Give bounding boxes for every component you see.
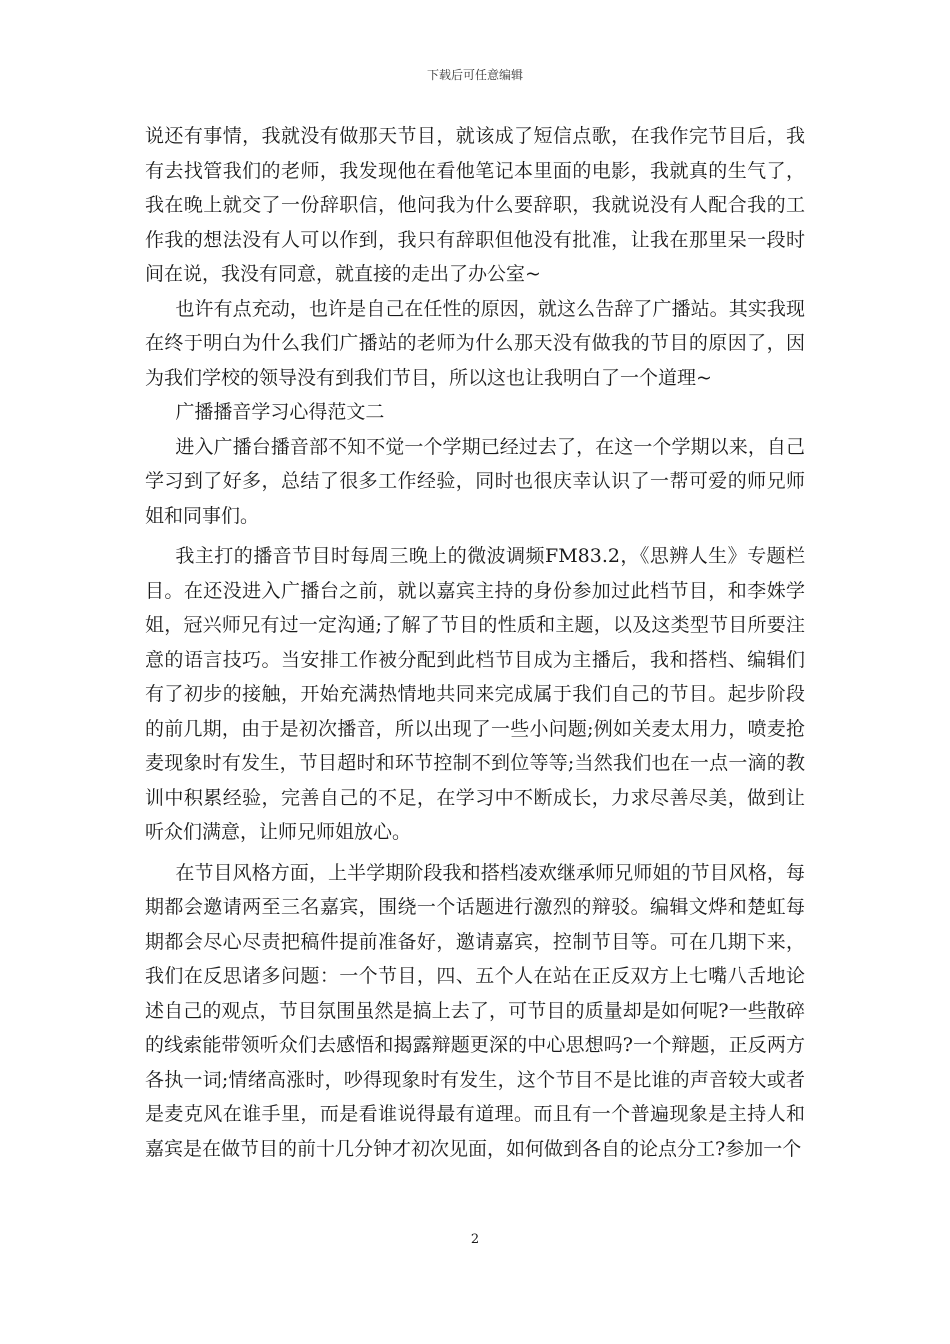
page-header: 下载后可任意编辑: [426, 68, 523, 82]
document-body: [145, 119, 805, 1166]
paragraph: 我主打的播音节目时每周三晚上的微波调频FM83.2，《思辨人生》专题栏目。在还没进入广播台之前，就以嘉宾主持的身份参加过此档节目，和李姝学姐，冠兴师兄有过一定沟通;了解了节目的性质和主题，以及这类型节目所要注意的语言技巧。当安排工作被分配到此档节目成为主播后，我和搭档、编辑们有了初步的接触，开始充满热情地共同来完成属于我们自己的节目。起步阶段的前几期，由于是初次播音，所以出现了一些小问题;例如关麦太用力，喷麦抢麦现象时有发生，节目超时和环节控制不到位等等;当然我们也在一点一滴的教训中积累经验，完善自己的不足，在学习中不断成长，力求尽善尽美，做到让听众们满意，让师兄师姐放心。: [145, 545, 805, 843]
paragraph-continuation: 说还有事情，我就没有做那天节目，就该成了短信点歌，在我作完节目后，我有去找管我们的老师，我发现他在看他笔记本里面的电影，我就真的生气了，我在晚上就交了一份辞职信，他问我为什么要辞职，我就说没有人配合我的工作我的想法没有人可以作到，我只有辞职但他没有批准，让我在那里呆一段时间在说，我没有同意，就直接的走出了办公室~: [145, 125, 805, 285]
paragraph: 在节目风格方面，上半学期阶段我和搭档凌欢继承师兄师姐的节目风格，每期都会邀请两至三名嘉宾，围绕一个话题进行激烈的辩驳。编辑文烨和楚虹每期都会尽心尽责把稿件提前准备好，邀请嘉宾，控制节目等。可在几期下来，我们在反思诸多问题：一个节目，四、五个人在站在正反双方上七嘴八舌地论述自己的观点，节目氛围虽然是搞上去了，可节目的质量却是如何呢?一些散碎的线索能带领听众们去感悟和揭露辩题更深的中心思想吗?一个辩题，正反两方各执一词;情绪高涨时，吵得现象时有发生，这个节目不是比谁的声音较大或者是麦克风在谁手里，而是看谁说得最有道理。而且有一个普遍现象是主持人和嘉宾是在做节目的前十几分钟才初次见面，如何做到各自的论点分工?参加一个: [145, 861, 805, 1160]
page-number: 2: [470, 1232, 480, 1247]
paragraph: 进入广播台播音部不知不觉一个学期已经过去了，在这一个学期以来，自己学习到了好多，总结了很多工作经验，同时也很庆幸认识了一帮可爱的师兄师姐和同事们。: [145, 435, 805, 527]
section-heading: 广播播音学习心得范文二: [175, 401, 385, 423]
paragraph: 也许有点充动，也许是自己在任性的原因，就这么告辞了广播站。其实我现在终于明白为什么我们广播站的老师为什么那天没有做我的节目的原因了，因为我们学校的领导没有到我们节目，所以这也让我明白了一个道理~: [145, 297, 805, 389]
